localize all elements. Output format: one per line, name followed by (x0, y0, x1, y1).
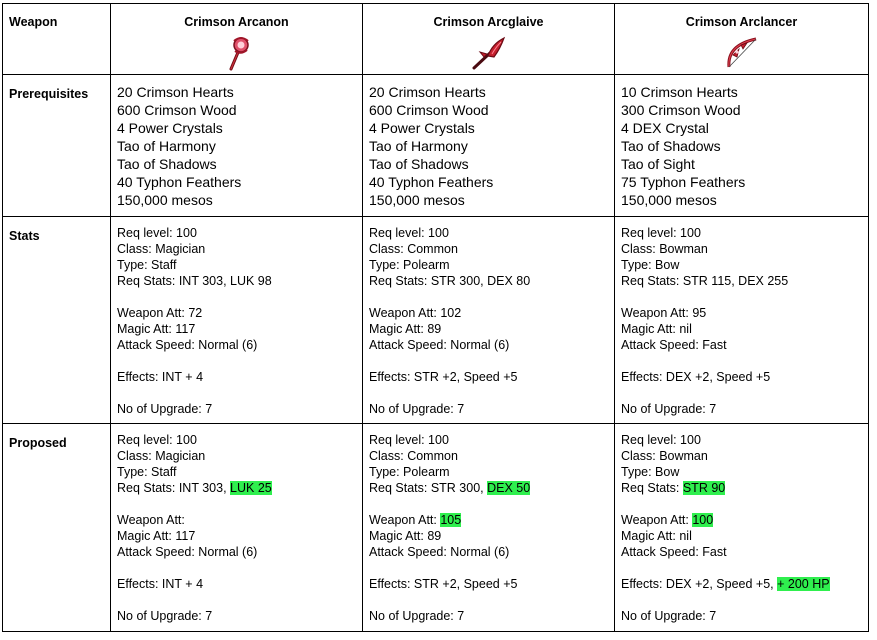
stat-magic-att: Magic Att: nil (621, 322, 692, 336)
weapon-name: Crimson Arcglaive (433, 15, 544, 29)
stat-req-level: Req level: 100 (117, 433, 197, 447)
stat-attack-speed: Attack Speed: Normal (6) (117, 338, 258, 352)
weapon-name: Crimson Arcanon (184, 15, 289, 29)
stat-magic-att: Magic Att: 117 (117, 529, 196, 543)
prerequisite-item: Tao of Shadows (369, 156, 469, 172)
stat-req-stats (369, 480, 608, 496)
stat-weapon-att: Weapon Att: 72 (117, 306, 203, 320)
prerequisite-item: Tao of Sight (621, 156, 695, 172)
stat-weapon-att (621, 512, 862, 528)
stat-magic-att: Magic Att: 117 (117, 322, 196, 336)
stat-magic-att: Magic Att: 89 (369, 529, 442, 543)
stat-class: Class: Bowman (621, 449, 708, 463)
prerequisite-item: 40 Typhon Feathers (117, 174, 242, 190)
prerequisite-item: 4 DEX Crystal (621, 120, 709, 136)
weapon-comparison-table (2, 3, 869, 632)
prerequisite-item: 4 Power Crystals (369, 120, 475, 136)
stats-arclancer (615, 217, 869, 424)
prerequisite-item: 150,000 mesos (369, 192, 465, 208)
proposed-label: Proposed (3, 424, 111, 632)
stat-req-stats (117, 480, 356, 496)
weapon-name: Crimson Arclancer (685, 15, 798, 29)
prerequisites-arcanon (111, 75, 363, 217)
stat-req-stats-text: Req Stats: STR 300, (369, 481, 488, 495)
prerequisite-item: Tao of Shadows (117, 156, 217, 172)
stat-req-stats: Req Stats: STR 300, DEX 80 (369, 274, 531, 288)
stat-weapon-att-text: Weapon Att: (117, 513, 185, 527)
prerequisite-item: 300 Crimson Wood (621, 102, 741, 118)
stat-upgrades: No of Upgrade: 7 (369, 609, 465, 623)
prerequisite-item: 20 Crimson Hearts (117, 84, 234, 100)
proposed-arclancer (615, 424, 869, 632)
stats-arcglaive (363, 217, 615, 424)
stat-class: Class: Common (369, 242, 458, 256)
stat-req-level: Req level: 100 (621, 226, 701, 240)
prerequisite-item: 20 Crimson Hearts (369, 84, 486, 100)
prerequisites-label: Prerequisites (3, 75, 111, 217)
prerequisite-item: 4 Power Crystals (117, 120, 223, 136)
crimson-bow-icon (723, 35, 761, 71)
weapon-header-arcglaive (363, 4, 615, 75)
prerequisite-item: Tao of Harmony (369, 138, 468, 154)
stat-type: Type: Bow (621, 258, 680, 272)
stat-attack-speed: Attack Speed: Normal (6) (369, 338, 510, 352)
stat-req-level: Req level: 100 (369, 226, 449, 240)
stat-effects (621, 576, 862, 592)
stat-req-stats (621, 480, 862, 496)
stat-effects (117, 576, 356, 592)
stat-type: Type: Staff (117, 258, 177, 272)
stat-upgrades: No of Upgrade: 7 (369, 402, 465, 416)
stat-effects: Effects: INT + 4 (117, 370, 204, 384)
changed-value-highlight: DEX 50 (487, 481, 531, 495)
stats-label: Stats (3, 217, 111, 424)
proposed-arcglaive (363, 424, 615, 632)
crimson-staff-icon (222, 35, 252, 71)
stat-type: Type: Bow (621, 465, 680, 479)
stat-weapon-att (369, 512, 608, 528)
stat-weapon-att: Weapon Att: 102 (369, 306, 462, 320)
stat-effects-text: Effects: STR +2, Speed +5 (369, 577, 518, 591)
prerequisite-item: 600 Crimson Wood (369, 102, 489, 118)
stat-attack-speed: Attack Speed: Fast (621, 545, 727, 559)
stat-weapon-att (117, 512, 356, 528)
stat-weapon-att-text: Weapon Att: (369, 513, 441, 527)
prerequisites-arclancer (615, 75, 869, 217)
changed-value-highlight: LUK 25 (230, 481, 272, 495)
stat-req-level: Req level: 100 (369, 433, 449, 447)
stat-upgrades: No of Upgrade: 7 (117, 402, 213, 416)
stat-magic-att: Magic Att: nil (621, 529, 692, 543)
stat-attack-speed: Attack Speed: Normal (6) (369, 545, 510, 559)
stat-req-stats-text: Req Stats: INT 303, (117, 481, 231, 495)
crimson-polearm-icon (470, 35, 508, 71)
stat-type: Type: Polearm (369, 258, 450, 272)
proposed-arcanon (111, 424, 363, 632)
stat-effects (369, 576, 608, 592)
stat-upgrades: No of Upgrade: 7 (621, 609, 717, 623)
changed-value-highlight: STR 90 (682, 481, 726, 495)
stat-class: Class: Common (369, 449, 458, 463)
changed-value-highlight: 105 (440, 513, 462, 527)
weapon-header-arclancer (615, 4, 869, 75)
prerequisite-item: 75 Typhon Feathers (621, 174, 746, 190)
changed-value-highlight: 100 (692, 513, 714, 527)
stat-weapon-att-text: Weapon Att: (621, 513, 693, 527)
prerequisite-item: 600 Crimson Wood (117, 102, 237, 118)
stat-class: Class: Magician (117, 242, 206, 256)
stat-effects: Effects: DEX +2, Speed +5 (621, 370, 771, 384)
prerequisite-item: Tao of Shadows (621, 138, 721, 154)
stat-effects: Effects: STR +2, Speed +5 (369, 370, 518, 384)
header-label: Weapon (3, 4, 111, 75)
prerequisites-row (3, 75, 869, 217)
prerequisite-item: 150,000 mesos (117, 192, 213, 208)
stat-attack-speed: Attack Speed: Normal (6) (117, 545, 258, 559)
header-row (3, 4, 869, 75)
stat-req-stats: Req Stats: STR 115, DEX 255 (621, 274, 789, 288)
stat-attack-speed: Attack Speed: Fast (621, 338, 727, 352)
stat-type: Type: Staff (117, 465, 177, 479)
prerequisite-item: Tao of Harmony (117, 138, 216, 154)
stat-magic-att: Magic Att: 89 (369, 322, 442, 336)
stat-upgrades: No of Upgrade: 7 (621, 402, 717, 416)
stat-effects-text: Effects: INT + 4 (117, 577, 204, 591)
stat-class: Class: Magician (117, 449, 206, 463)
prerequisite-item: 40 Typhon Feathers (369, 174, 494, 190)
proposed-row (3, 424, 869, 632)
stat-upgrades: No of Upgrade: 7 (117, 609, 213, 623)
prerequisites-arcglaive (363, 75, 615, 217)
stat-type: Type: Polearm (369, 465, 450, 479)
stat-req-stats: Req Stats: INT 303, LUK 98 (117, 274, 272, 288)
stats-arcanon (111, 217, 363, 424)
stat-weapon-att: Weapon Att: 95 (621, 306, 707, 320)
stat-class: Class: Bowman (621, 242, 708, 256)
stat-req-stats-text: Req Stats: (621, 481, 683, 495)
prerequisite-item: 150,000 mesos (621, 192, 717, 208)
stat-effects-text: Effects: DEX +2, Speed +5, (621, 577, 778, 591)
stats-row (3, 217, 869, 424)
weapon-header-arcanon (111, 4, 363, 75)
changed-value-highlight: + 200 HP (777, 577, 830, 591)
prerequisite-item: 10 Crimson Hearts (621, 84, 738, 100)
stat-req-level: Req level: 100 (117, 226, 197, 240)
stat-req-level: Req level: 100 (621, 433, 701, 447)
